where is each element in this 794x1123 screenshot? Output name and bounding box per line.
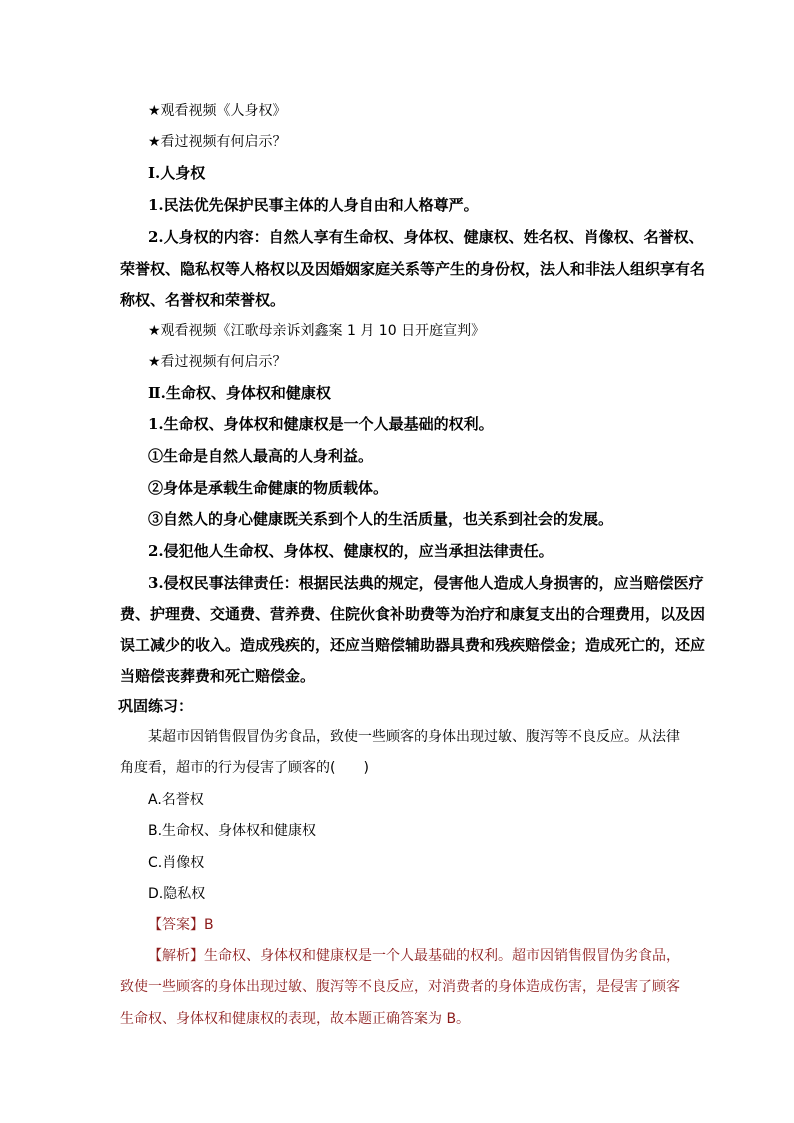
exercise-analysis-line-3: 生命权、身体权和健康权的表现，故本题正确答案为 B。 [120,1011,471,1027]
life-rights-point-3-line-4: 当赔偿丧葬费和死亡赔偿金。 [120,667,316,685]
exercise-option-c: C.肖像权 [148,855,205,871]
reflection-prompt-1: ★看过视频有何启示？ [148,134,287,150]
exercise-question-line-1: 某超市因销售假冒伪劣食品，致使一些顾客的身体出现过敏、腹泻等不良反应。从法律 [148,729,680,745]
life-rights-sub-2: ②身体是承载生命健康的物质载体。 [148,479,389,497]
life-rights-point-1: 1.生命权、身体权和健康权是一个人最基础的权利。 [148,415,494,433]
exercise-analysis-line-1: 【解析】生命权、身体权和健康权是一个人最基础的权利。超市因销售假冒伪劣食品， [148,948,680,964]
exercise-title: 巩固练习： [118,697,194,715]
life-rights-point-2: 2.侵犯他人生命权、身体权、健康权的，应当承担法律责任。 [148,542,554,560]
video-prompt-2: ★观看视频《江歌母亲诉刘鑫案 1 月 10 日开庭宣判》 [148,323,486,339]
life-rights-sub-1: ①生命是自然人最高的人身利益。 [148,447,374,465]
exercise-option-b: B.生命权、身体权和健康权 [148,823,317,839]
life-rights-point-3-line-1: 3.侵权民事法律责任：根据民法典的规定，侵害他人造成人身损害的，应当赔偿医疗 [148,574,704,592]
life-rights-sub-3: ③自然人的身心健康既关系到个人的生活质量，也关系到社会的发展。 [148,510,614,528]
personal-rights-point-2-line-3: 称权、名誉权和荣誉权。 [120,291,286,309]
exercise-analysis-line-2: 致使一些顾客的身体出现过敏、腹泻等不良反应，对消费者的身体造成伤害，是侵害了顾客 [120,979,680,995]
life-rights-point-3-line-3: 误工减少的收入。造成残疾的，还应当赔偿辅助器具费和残疾赔偿金；造成死亡的，还应 [120,636,706,654]
personal-rights-point-2-line-1: 2.人身权的内容：自然人享有生命权、身体权、健康权、姓名权、肖像权、名誉权、 [148,228,704,246]
section-heading-personal-rights: Ⅰ.人身权 [148,164,206,182]
reflection-prompt-2: ★看过视频有何启示？ [148,354,287,370]
personal-rights-point-1: 1.民法优先保护民事主体的人身自由和人格尊严。 [148,196,479,214]
exercise-answer: 【答案】B [148,917,214,933]
exercise-question-line-2: 角度看，超市的行为侵害了顾客的( ) [120,760,369,776]
video-prompt-1: ★观看视频《人身权》 [148,103,287,119]
life-rights-point-3-line-2: 费、护理费、交通费、营养费、住院伙食补助费等为治疗和康复支出的合理费用，以及因 [120,605,706,623]
section-heading-life-body-health: Ⅱ.生命权、身体权和健康权 [148,384,331,402]
exercise-option-d: D.隐私权 [148,886,206,902]
exercise-option-a: A.名誉权 [148,792,204,808]
personal-rights-point-2-line-2: 荣誉权、隐私权等人格权以及因婚姻家庭关系等产生的身份权，法人和非法人组织享有名 [120,260,706,278]
